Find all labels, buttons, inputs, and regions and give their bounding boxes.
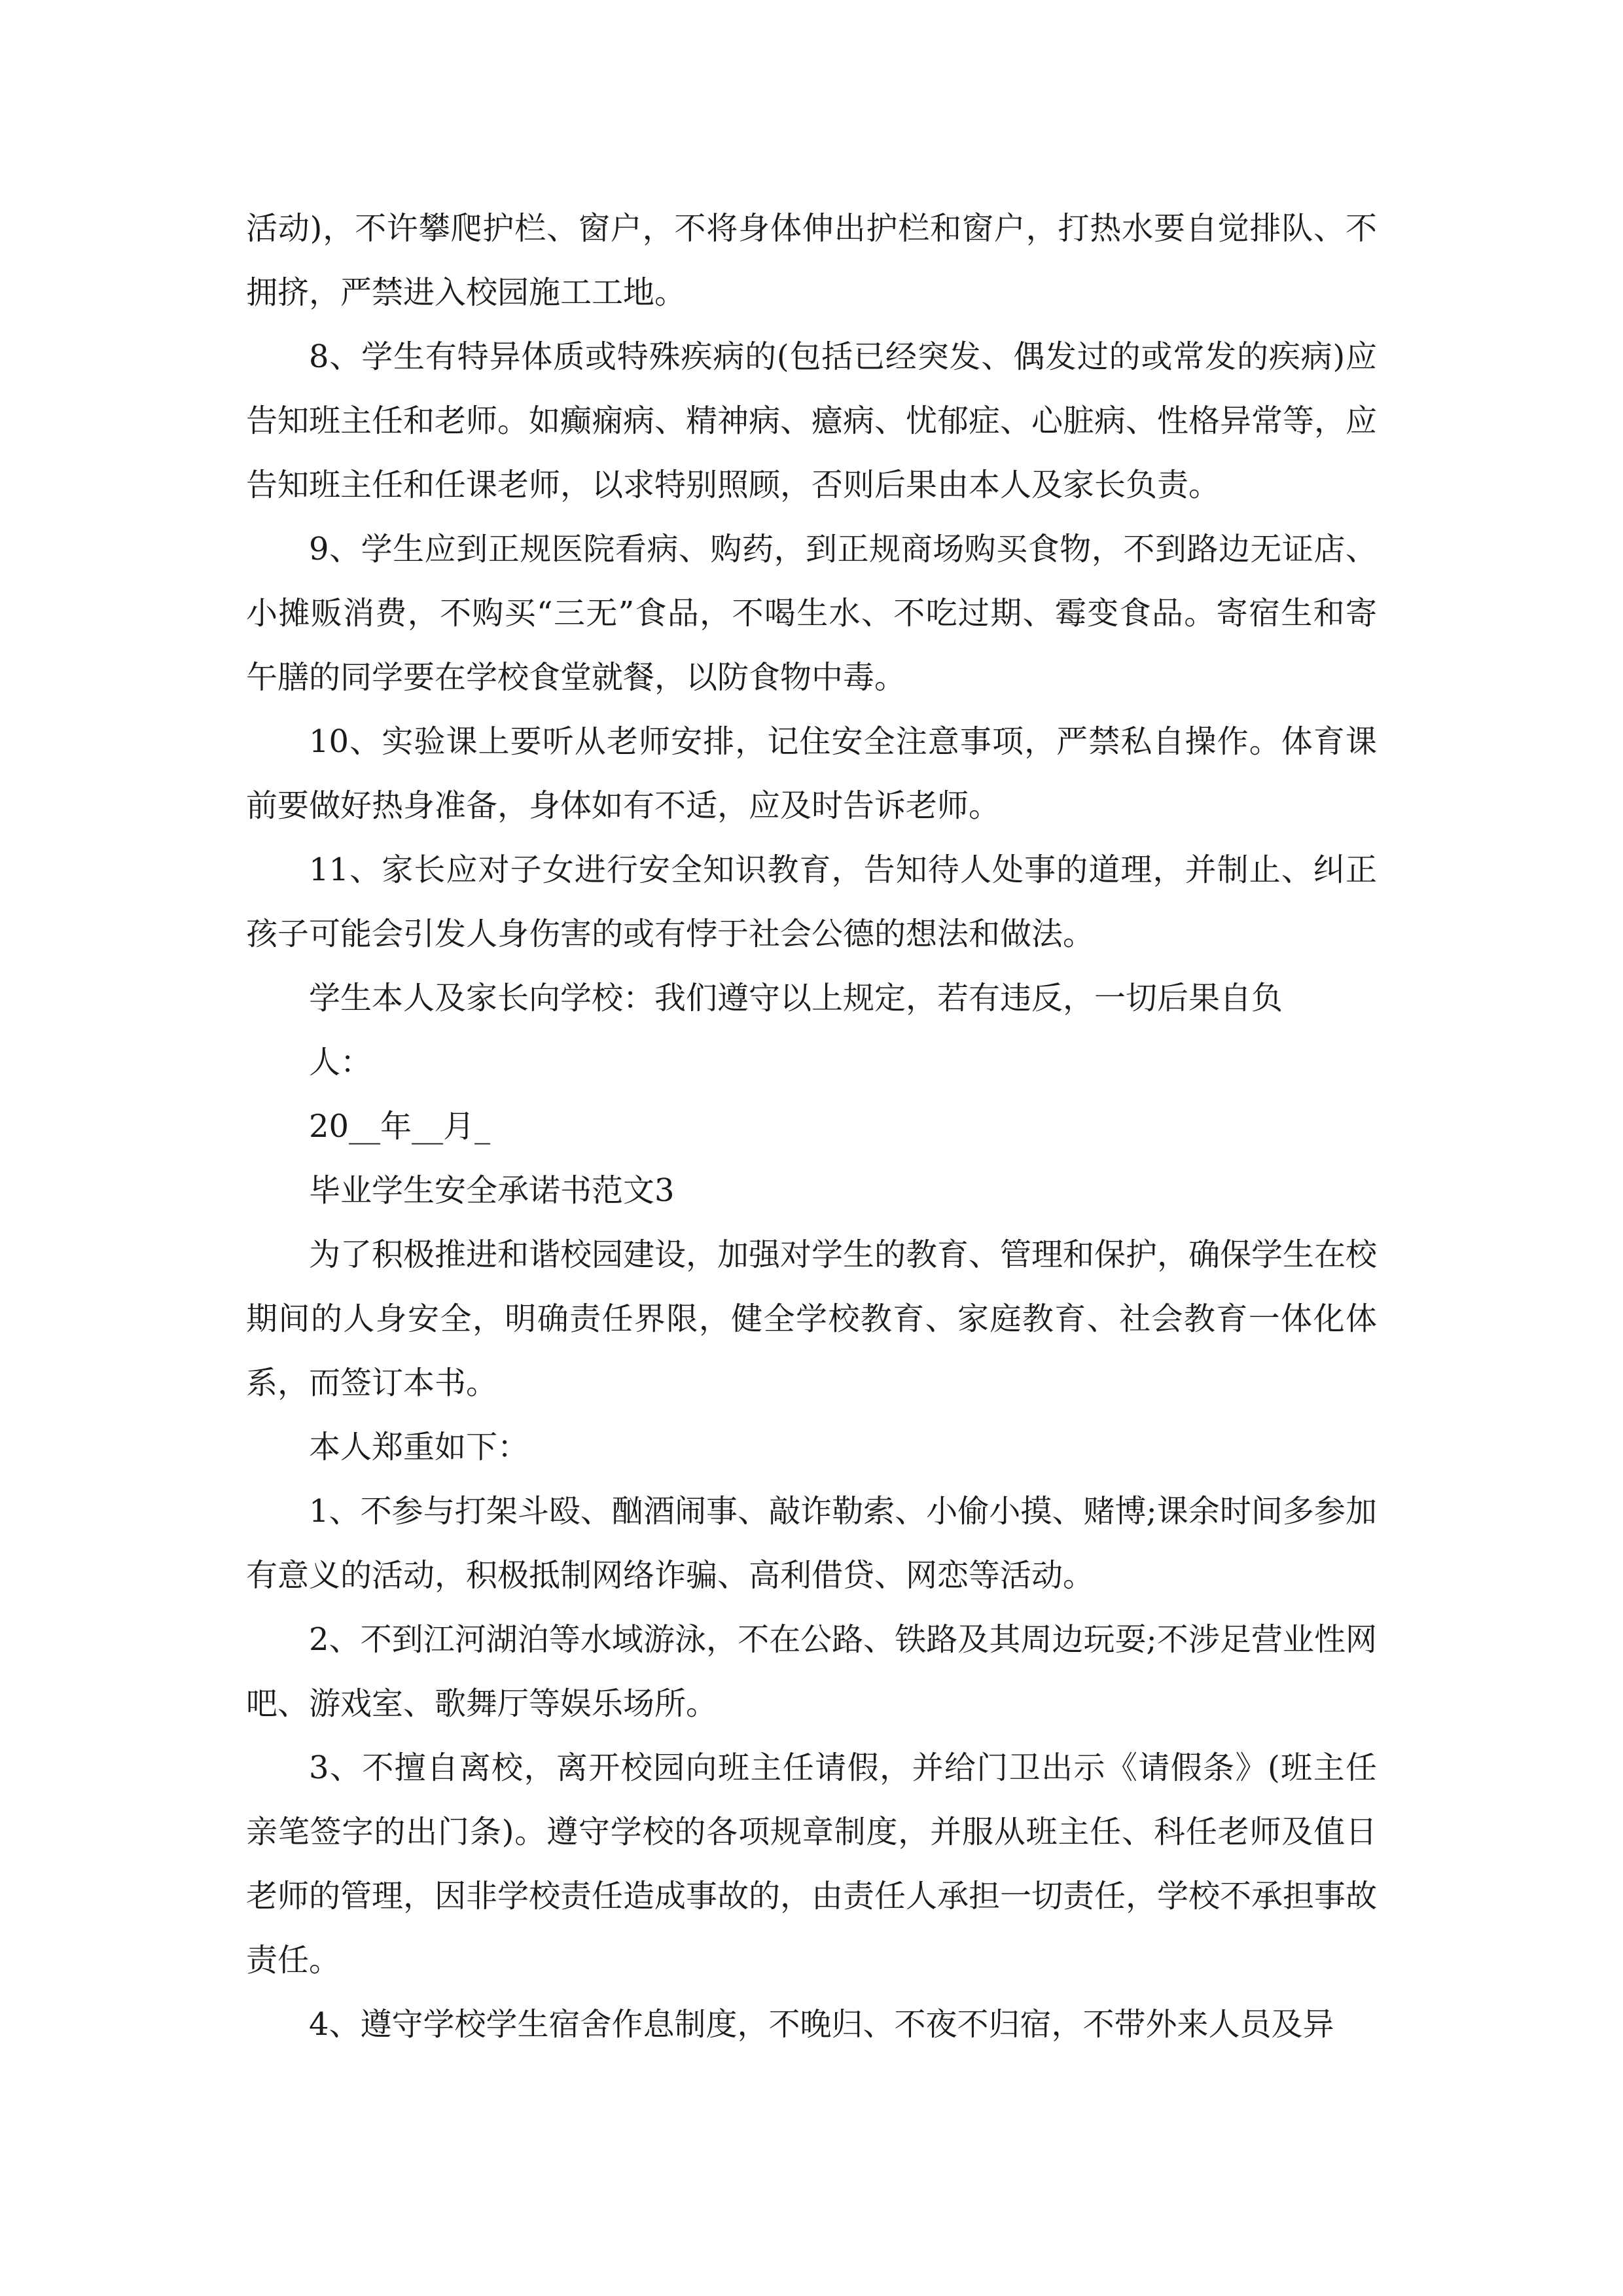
paragraph-pledge-1: 1、不参与打架斗殴、酗酒闹事、敲诈勒索、小偷小摸、赌博;课余时间多参加有意义的活动，积极抵制网络诈骗、高利借贷、网恋等活动。 <box>246 1493 1377 1594</box>
paragraph-intro: 为了积极推进和谐校园建设，加强对学生的教育、管理和保护，确保学生在校期间的人身安全，明确责任界限，健全学校教育、家庭教育、社会教育一体化体系，而签订本书。 <box>246 1236 1378 1401</box>
paragraph-item-8: 8、学生有特异体质或特殊疾病的(包括已经突发、偶发过的或常发的疾病)应告知班主任和老师。如癫痫病、精神病、癔病、忧郁症、心脏病、性格异常等，应告知班主任和任课老师，以求特别照顾，否则后果由本人及家长负责。 <box>246 338 1378 503</box>
paragraph-pledge-4: 4、遵守学校学生宿舍作息制度，不晚归、不夜不归宿，不带外来人员及异 <box>309 2006 1334 2043</box>
paragraph-item-9: 9、学生应到正规医院看病、购药，到正规商场购买食物，不到路边无证店、小摊贩消费，不购买“三无”食品，不喝生水、不吃过期、霉变食品。寄宿生和寄午膳的同学要在学校食堂就餐，以防食物中毒。 <box>246 531 1377 696</box>
paragraph-pledge-3: 3、不擅自离校，离开校园向班主任请假，并给门卫出示《请假条》(班主任亲笔签字的出门条)。遵守学校的各项规章制度，并服从班主任、科任老师及值日老师的管理，因非学校责任造成事故的，由责任人承担一切责任，学校不承担事故责任。 <box>246 1749 1378 1979</box>
paragraph-declaration: 本人郑重如下： <box>309 1429 529 1465</box>
paragraph-pledge-2: 2、不到江河湖泊等水域游泳，不在公路、铁路及其周边玩耍;不涉足营业性网吧、游戏室、歌舞厅等娱乐场所。 <box>246 1621 1377 1722</box>
paragraph-continuation: 活动)，不许攀爬护栏、窗户，不将身体伸出护栏和窗户，打热水要自觉排队、不拥挤，严禁进入校园施工工地。 <box>246 210 1377 311</box>
signature-line: 人： <box>309 1044 372 1081</box>
date-line: 20__年__月_ <box>309 1108 491 1145</box>
pledge-statement: 学生本人及家长向学校：我们遵守以上规定，若有违反，一切后果自负 <box>309 980 1283 1016</box>
section-heading: 毕业学生安全承诺书范文3 <box>309 1172 675 1209</box>
paragraph-item-10: 10、实验课上要听从老师安排，记住安全注意事项，严禁私自操作。体育课前要做好热身准备，身体如有不适，应及时告诉老师。 <box>246 723 1377 824</box>
paragraph-item-11: 11、家长应对子女进行安全知识教育，告知待人处事的道理，并制止、纠正孩子可能会引发人身伤害的或有悖于社会公德的想法和做法。 <box>246 852 1377 952</box>
document-body <box>246 196 1377 2056</box>
